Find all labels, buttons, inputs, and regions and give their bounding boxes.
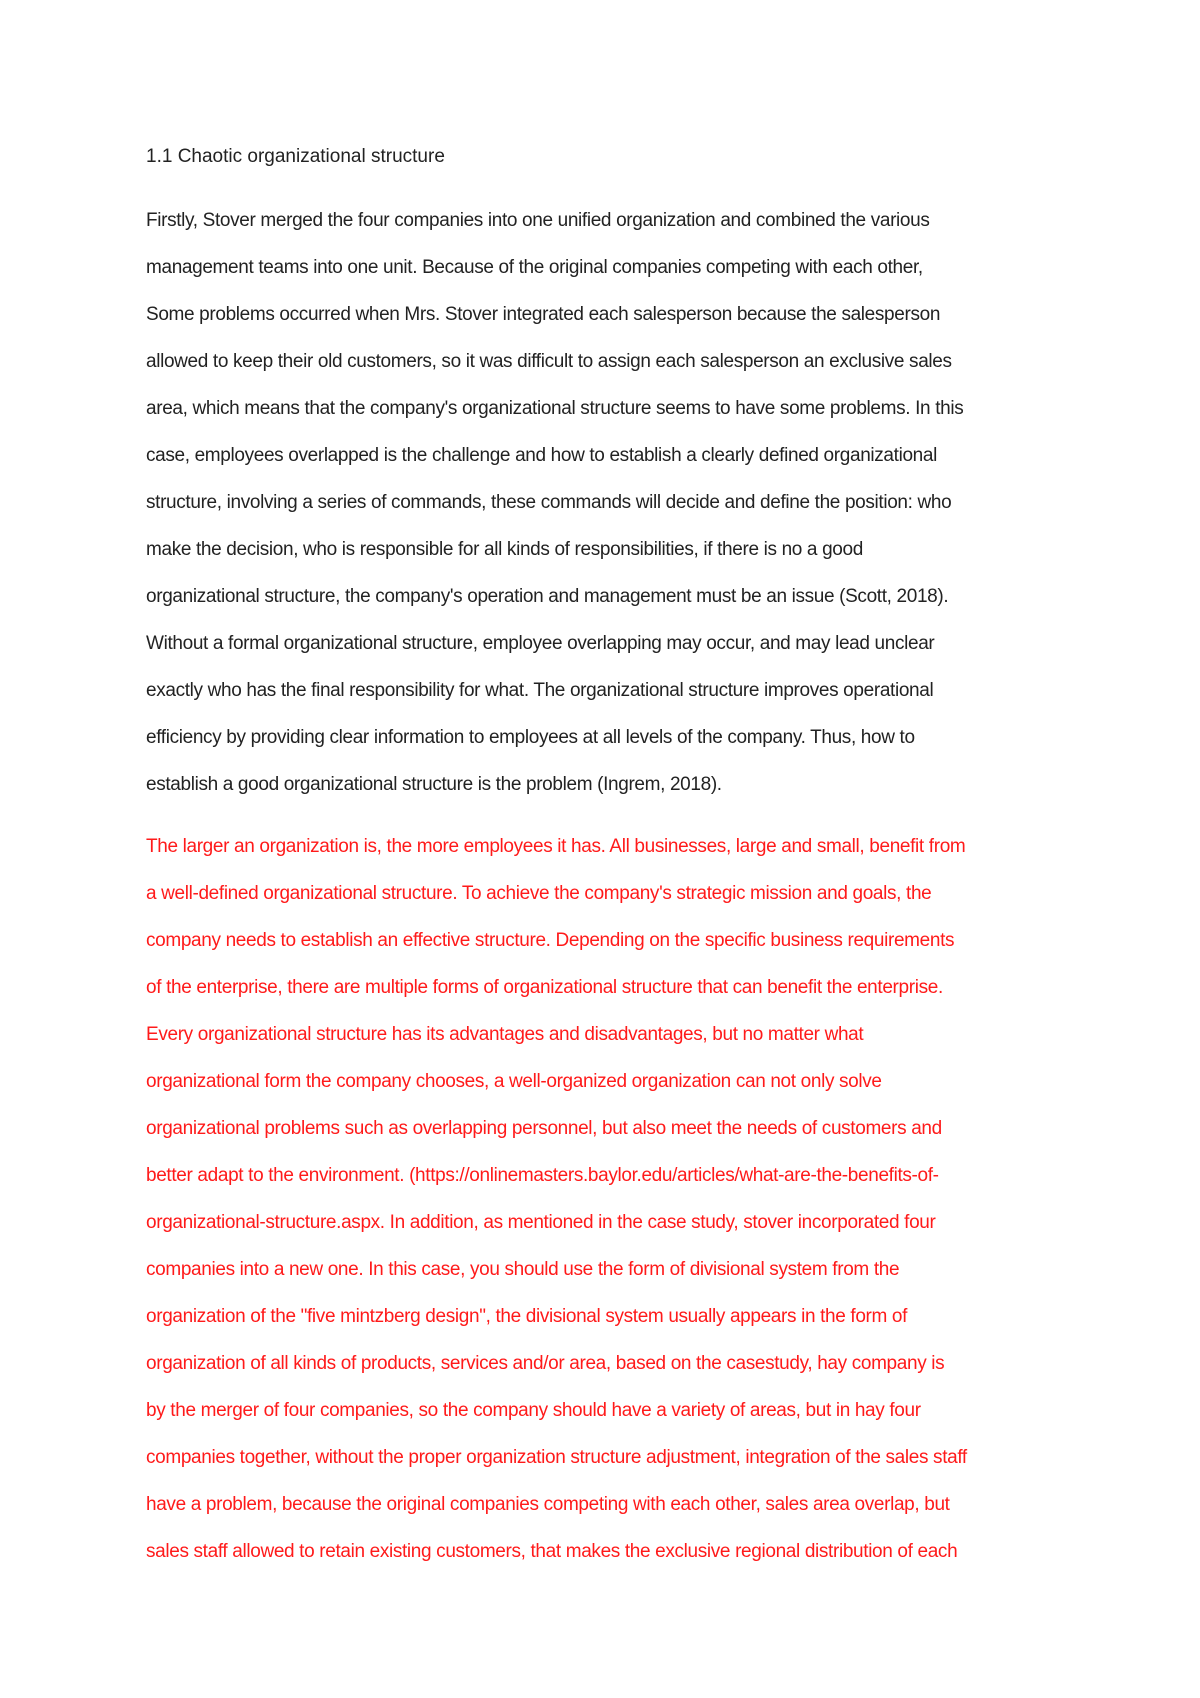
text-line: by the merger of four companies, so the company should have a variety of areas, but in hay four — [146, 1400, 921, 1421]
text-line: organizational structure, the company's operation and management must be an issue (Scott, 2018). — [146, 586, 949, 607]
text-line: organizational form the company chooses, a well-organized organization can not only solve — [146, 1071, 882, 1092]
text-line: area, which means that the company's organizational structure seems to have some problems. In this — [146, 398, 964, 419]
paragraph-black — [146, 197, 1066, 808]
text-line: have a problem, because the original companies competing with each other, sales area overlap, but — [146, 1494, 950, 1515]
text-line: organization of the "five mintzberg design", the divisional system usually appears in the form of — [146, 1306, 908, 1327]
text-line: The larger an organization is, the more employees it has. All businesses, large and small, benefit from — [146, 836, 966, 857]
text-line: management teams into one unit. Because of the original companies competing with each other, — [146, 257, 923, 278]
text-line: company needs to establish an effective structure. Depending on the specific business requirements — [146, 930, 955, 951]
text-line: establish a good organizational structure is the problem (Ingrem, 2018). — [146, 774, 722, 795]
text-line: better adapt to the environment. (https://onlinemasters.baylor.edu/articles/what-are-the-benefits-of- — [146, 1165, 939, 1186]
text-line: organization of all kinds of products, services and/or area, based on the casestudy, hay company is — [146, 1353, 945, 1374]
text-line: make the decision, who is responsible for all kinds of responsibilities, if there is no a good — [146, 539, 863, 560]
text-line: sales staff allowed to retain existing customers, that makes the exclusive regional distribution of each — [146, 1541, 958, 1562]
text-line: organizational problems such as overlapping personnel, but also meet the needs of customers and — [146, 1118, 942, 1139]
text-line: Firstly, Stover merged the four companies into one unified organization and combined the various — [146, 210, 930, 231]
text-line: a well-defined organizational structure. To achieve the company's strategic mission and goals, the — [146, 883, 932, 904]
section-heading: 1.1 Chaotic organizational structure — [146, 146, 445, 167]
text-line: companies together, without the proper organization structure adjustment, integration of the sales staff — [146, 1447, 967, 1468]
text-line: organizational-structure.aspx. In addition, as mentioned in the case study, stover incorporated four — [146, 1212, 936, 1233]
text-line: exactly who has the final responsibility for what. The organizational structure improves operational — [146, 680, 934, 701]
text-line: of the enterprise, there are multiple forms of organizational structure that can benefit the enterprise. — [146, 977, 943, 998]
text-line: efficiency by providing clear information to employees at all levels of the company. Thus, how to — [146, 727, 915, 748]
text-line: structure, involving a series of commands, these commands will decide and define the position: who — [146, 492, 952, 513]
paragraph-red — [146, 823, 1066, 1575]
text-line: case, employees overlapped is the challenge and how to establish a clearly defined organizational — [146, 445, 937, 466]
text-line: Without a formal organizational structure, employee overlapping may occur, and may lead unclear — [146, 633, 935, 654]
text-line: companies into a new one. In this case, you should use the form of divisional system from the — [146, 1259, 900, 1280]
text-line: Every organizational structure has its advantages and disadvantages, but no matter what — [146, 1024, 864, 1045]
text-line: Some problems occurred when Mrs. Stover integrated each salesperson because the salesperson — [146, 304, 941, 325]
text-line: allowed to keep their old customers, so it was difficult to assign each salesperson an exclusive sales — [146, 351, 952, 372]
